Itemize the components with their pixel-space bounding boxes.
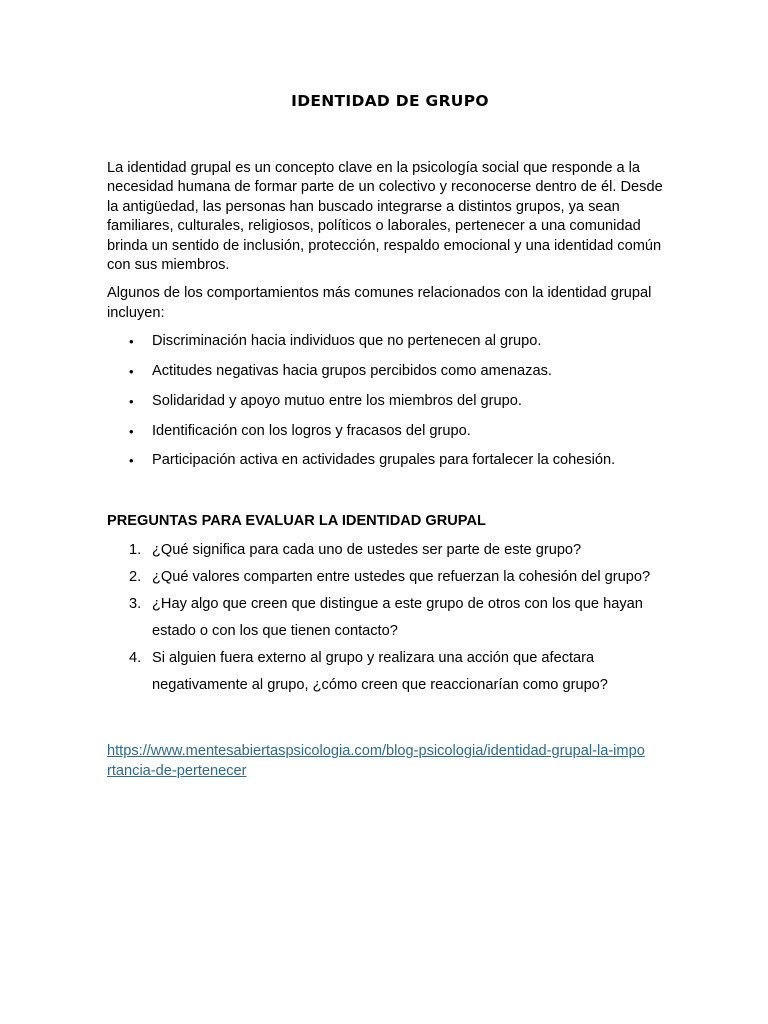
bullet-icon: • (129, 334, 134, 350)
question-text: ¿Qué valores comparten entre ustedes que refuerzan la cohesión del grupo? (152, 569, 651, 586)
question-number: 1. (129, 542, 142, 559)
list-item-text: Actitudes negativas hacia grupos percibidos como amenazas. (152, 363, 552, 380)
document-title: IDENTIDAD DE GRUPO (291, 92, 489, 110)
question-number: 3. (129, 596, 142, 613)
question-item (107, 591, 667, 645)
list-item (107, 451, 667, 470)
bullet-icon: • (129, 453, 134, 469)
questions-heading: PREGUNTAS PARA EVALUAR LA IDENTIDAD GRUPAL (107, 512, 486, 529)
list-item (107, 332, 667, 351)
question-item (107, 537, 667, 564)
bullet-icon: • (129, 423, 134, 439)
questions-list (107, 537, 667, 699)
question-number: 4. (129, 650, 142, 667)
list-item (107, 362, 667, 381)
question-item (107, 564, 667, 591)
document-body (107, 90, 667, 781)
behaviors-list (107, 332, 667, 471)
source-link[interactable]: https://www.mentesabiertaspsicologia.com/blog-psicologia/identidad-grupal-la-importancia-de-pertenecer (107, 743, 645, 779)
behaviors-intro-paragraph: Algunos de los comportamientos más comunes relacionados con la identidad grupal incluyen: (107, 285, 652, 321)
question-text: ¿Qué significa para cada uno de ustedes ser parte de este grupo? (152, 542, 582, 559)
question-text: Si alguien fuera externo al grupo y realizara una acción que afectara negativamente al grupo, ¿cómo creen que reaccionarían como grupo? (152, 650, 608, 694)
intro-paragraph: La identidad grupal es un concepto clave en la psicología social que responde a la necesidad humana de formar parte de un colectivo y reconocerse dentro de él. Desde la antigüedad, las personas han buscado integrarse a distintos grupos, ya sean familiares, culturales, religiosos, políticos o laborales, pertenecer a una comunidad brinda un sentido de inclusión, protección, respaldo emocional y una identidad común con sus miembros. (107, 160, 663, 274)
question-item (107, 645, 667, 699)
question-number: 2. (129, 569, 142, 586)
list-item-text: Participación activa en actividades grupales para fortalecer la cohesión. (152, 452, 616, 469)
list-item-text: Discriminación hacia individuos que no pertenecen al grupo. (152, 333, 542, 350)
list-item (107, 422, 667, 441)
question-text: ¿Hay algo que creen que distingue a este grupo de otros con los que hayan estado o con los que tienen contacto? (152, 596, 643, 640)
bullet-icon: • (129, 364, 134, 380)
list-item-text: Solidaridad y apoyo mutuo entre los miembros del grupo. (152, 392, 522, 409)
bullet-icon: • (129, 393, 134, 409)
list-item (107, 392, 667, 411)
list-item-text: Identificación con los logros y fracasos del grupo. (152, 422, 471, 439)
